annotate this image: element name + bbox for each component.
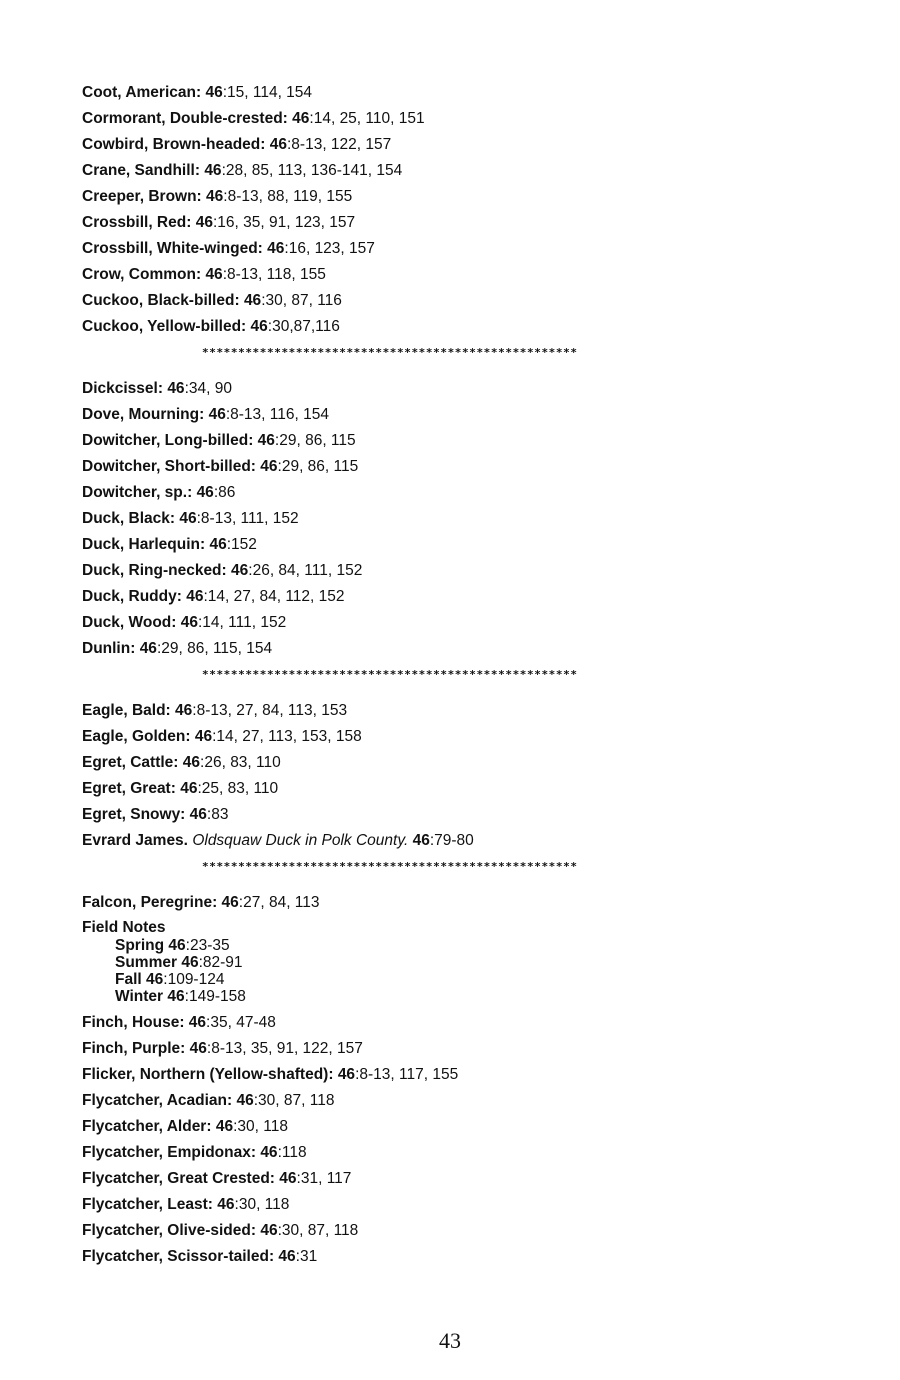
volume-number: 46 (188, 1014, 207, 1031)
page-references: :82-91 (198, 954, 243, 971)
entry-name: Dowitcher, Short-billed: (82, 458, 256, 475)
entry-name: Crow, Common: (82, 266, 202, 283)
index-entry (82, 135, 842, 154)
volume-number: 46 (195, 214, 213, 231)
volume-number: 46 (180, 780, 198, 797)
volume-number: 46 (167, 988, 185, 1005)
page-references: :152 (226, 536, 257, 553)
volume-number: 46 (180, 614, 198, 631)
page-references: :34, 90 (184, 380, 232, 397)
page-references: :8-13, 118, 155 (222, 266, 326, 283)
volume-number: 46 (194, 728, 213, 745)
page-references: :79-80 (429, 832, 474, 849)
entry-name: Duck, Wood: (82, 614, 177, 631)
index-entry (82, 587, 842, 606)
volume-number: 46 (260, 1144, 278, 1161)
page-references: :23-35 (185, 937, 230, 954)
field-notes-season (82, 971, 842, 988)
entry-name: Crossbill, Red: (82, 214, 192, 231)
page-references: :8-13, 117, 155 (355, 1066, 459, 1083)
index-entry (82, 831, 842, 850)
index-entry (82, 779, 842, 798)
page-references: :8-13, 116, 154 (225, 406, 329, 423)
page-references: :16, 123, 157 (284, 240, 375, 257)
index-entry (82, 727, 842, 746)
volume-number: 46 (412, 832, 430, 849)
index-entries (82, 83, 842, 1273)
volume-number: 46 (179, 510, 197, 527)
page-references: :149-158 (184, 988, 246, 1005)
page-references: :14, 25, 110, 151 (309, 110, 425, 127)
page-references: :35, 47-48 (206, 1014, 276, 1031)
volume-number: 46 (189, 806, 207, 823)
index-entry (82, 1065, 842, 1084)
field-notes-season (82, 988, 842, 1005)
page-references: :30, 87, 118 (253, 1092, 335, 1109)
page-references: :14, 27, 113, 153, 158 (212, 728, 362, 745)
entry-name: Cormorant, Double-crested: (82, 110, 288, 127)
index-entry (82, 701, 842, 720)
index-entry (82, 1143, 842, 1162)
index-entry (82, 457, 842, 476)
page-references: :26, 84, 111, 152 (248, 562, 363, 579)
index-entry (82, 1195, 842, 1214)
index-entry (82, 1221, 842, 1240)
entry-name: Eagle, Bald: (82, 702, 171, 719)
volume-number: 46 (189, 1040, 207, 1057)
index-entry (82, 1013, 842, 1032)
volume-number: 46 (243, 292, 262, 309)
entry-name: Duck, Ring-necked: (82, 562, 227, 579)
entry-name: Flycatcher, Acadian: (82, 1092, 233, 1109)
volume-number: 46 (269, 136, 287, 153)
volume-number: 46 (231, 562, 249, 579)
article-title: Oldsquaw Duck in Polk County. (192, 832, 409, 849)
volume-number: 46 (215, 1118, 234, 1135)
index-entry (82, 265, 842, 284)
volume-number: 46 (221, 894, 239, 911)
entry-name: Cuckoo, Black-billed: (82, 292, 240, 309)
volume-number: 46 (196, 484, 214, 501)
index-entry (82, 431, 842, 450)
page-references: :14, 27, 84, 112, 152 (203, 588, 345, 605)
volume-number: 46 (182, 754, 201, 771)
section-separator: **************************************************** (202, 346, 578, 359)
volume-number: 46 (260, 1222, 278, 1239)
volume-number: 46 (250, 318, 268, 335)
index-entry (82, 1247, 842, 1266)
page-references: :31, 117 (296, 1170, 352, 1187)
volume-number: 46 (267, 240, 285, 257)
index-entry (82, 213, 842, 232)
volume-number: 46 (209, 536, 227, 553)
season-name: Fall (115, 971, 142, 988)
entry-name: Duck, Ruddy: (82, 588, 182, 605)
page-references: :83 (206, 806, 229, 823)
page-references: :8-13, 27, 84, 113, 153 (192, 702, 348, 719)
volume-number: 46 (236, 1092, 254, 1109)
page-references: :86 (213, 484, 236, 501)
season-name: Summer (115, 954, 178, 971)
page-number: 43 (439, 1328, 461, 1353)
index-entry (82, 805, 842, 824)
page-references: :31 (295, 1248, 318, 1265)
field-notes-season (82, 937, 842, 954)
entry-name: Flicker, Northern (Yellow-shafted): (82, 1066, 334, 1083)
entry-name: Cuckoo, Yellow-billed: (82, 318, 247, 335)
volume-number: 46 (139, 640, 157, 657)
page-references: :29, 86, 115, 154 (156, 640, 273, 657)
entry-name: Dowitcher, sp.: (82, 484, 193, 501)
entry-name: Duck, Black: (82, 510, 176, 527)
field-notes-season (82, 954, 842, 971)
index-entry (82, 317, 842, 336)
volume-number: 46 (175, 702, 193, 719)
page-references: :30, 118 (233, 1118, 288, 1135)
entry-name: Egret, Snowy: (82, 806, 186, 823)
index-entry (82, 561, 842, 580)
page-references: :27, 84, 113 (238, 894, 320, 911)
entry-name: Flycatcher, Empidonax: (82, 1144, 256, 1161)
entry-name: Egret, Cattle: (82, 754, 179, 771)
entry-name: Eagle, Golden: (82, 728, 191, 745)
volume-number: 46 (205, 266, 223, 283)
page-references: :8-13, 35, 91, 122, 157 (206, 1040, 363, 1057)
section-separator: **************************************************** (202, 860, 578, 873)
volume-number: 46 (167, 380, 185, 397)
entry-name: Creeper, Brown: (82, 188, 202, 205)
index-entry (82, 291, 842, 310)
entry-name: Falcon, Peregrine: (82, 894, 218, 911)
volume-number: 46 (186, 588, 204, 605)
field-notes-entry (82, 919, 842, 1005)
page-references: :16, 35, 91, 123, 157 (212, 214, 356, 231)
page-references: :30, 118 (234, 1196, 290, 1213)
index-entry (82, 379, 842, 398)
section-separator: **************************************************** (202, 668, 578, 681)
index-entry (82, 1091, 842, 1110)
volume-number: 46 (337, 1066, 356, 1083)
entry-name: Flycatcher, Alder: (82, 1118, 212, 1135)
entry-name: Dove, Mourning: (82, 406, 205, 423)
volume-number: 46 (278, 1248, 296, 1265)
season-name: Spring (115, 937, 165, 954)
entry-name: Flycatcher, Least: (82, 1196, 213, 1213)
index-entry (82, 161, 842, 180)
entry-name: Cowbird, Brown-headed: (82, 136, 266, 153)
volume-number: 46 (206, 188, 224, 205)
page-references: :8-13, 122, 157 (286, 136, 392, 153)
page-references: :29, 86, 115 (274, 432, 356, 449)
volume-number: 46 (260, 458, 278, 475)
page-references: :109-124 (163, 971, 225, 988)
index-entry (82, 1039, 842, 1058)
volume-number: 46 (146, 971, 164, 988)
index-entry (82, 483, 842, 502)
season-name: Winter (115, 988, 164, 1005)
index-entry (82, 753, 842, 772)
index-entry (82, 83, 842, 102)
index-entry (82, 239, 842, 258)
volume-number: 46 (205, 84, 223, 101)
entry-name: Finch, Purple: (82, 1040, 186, 1057)
entry-name: Evrard James. (82, 832, 188, 849)
index-entry (82, 109, 842, 128)
entry-name: Finch, House: (82, 1014, 185, 1031)
entry-name: Coot, American: (82, 84, 202, 101)
page-references: :30, 87, 116 (261, 292, 342, 309)
entry-name: Crane, Sandhill: (82, 162, 200, 179)
page-references: :118 (277, 1144, 307, 1161)
entry-name: Flycatcher, Olive-sided: (82, 1222, 257, 1239)
field-notes-heading: Field Notes (82, 919, 166, 936)
volume-number: 46 (217, 1196, 235, 1213)
index-entry (82, 509, 842, 528)
index-entry (82, 1169, 842, 1188)
entry-name: Duck, Harlequin: (82, 536, 206, 553)
index-entry (82, 639, 842, 658)
index-entry (82, 405, 842, 424)
index-entry (82, 187, 842, 206)
volume-number: 46 (181, 954, 199, 971)
page-references: :26, 83, 110 (200, 754, 281, 771)
page-references: :30, 87, 118 (277, 1222, 359, 1239)
index-entry (82, 893, 842, 912)
volume-number: 46 (292, 110, 310, 127)
volume-number: 46 (257, 432, 275, 449)
page-references: :8-13, 88, 119, 155 (223, 188, 353, 205)
entry-name: Flycatcher, Great Crested: (82, 1170, 275, 1187)
page-references: :8-13, 111, 152 (196, 510, 299, 527)
entry-name: Dowitcher, Long-billed: (82, 432, 254, 449)
entry-name: Flycatcher, Scissor-tailed: (82, 1248, 275, 1265)
page-references: :28, 85, 113, 136-141, 154 (221, 162, 403, 179)
page-references: :25, 83, 110 (197, 780, 279, 797)
entry-name: Egret, Great: (82, 780, 176, 797)
volume-number: 46 (168, 937, 186, 954)
entry-name: Dunlin: (82, 640, 136, 657)
entry-name: Crossbill, White-winged: (82, 240, 263, 257)
volume-number: 46 (279, 1170, 297, 1187)
index-entry (82, 613, 842, 632)
page-references: :14, 111, 152 (198, 614, 287, 631)
entry-name: Dickcissel: (82, 380, 163, 397)
index-entry (82, 535, 842, 554)
page-references: :15, 114, 154 (222, 84, 313, 101)
page-references: :29, 86, 115 (277, 458, 359, 475)
volume-number: 46 (208, 406, 226, 423)
page-references: :30,87,116 (267, 318, 340, 335)
index-entry (82, 1117, 842, 1136)
volume-number: 46 (204, 162, 222, 179)
